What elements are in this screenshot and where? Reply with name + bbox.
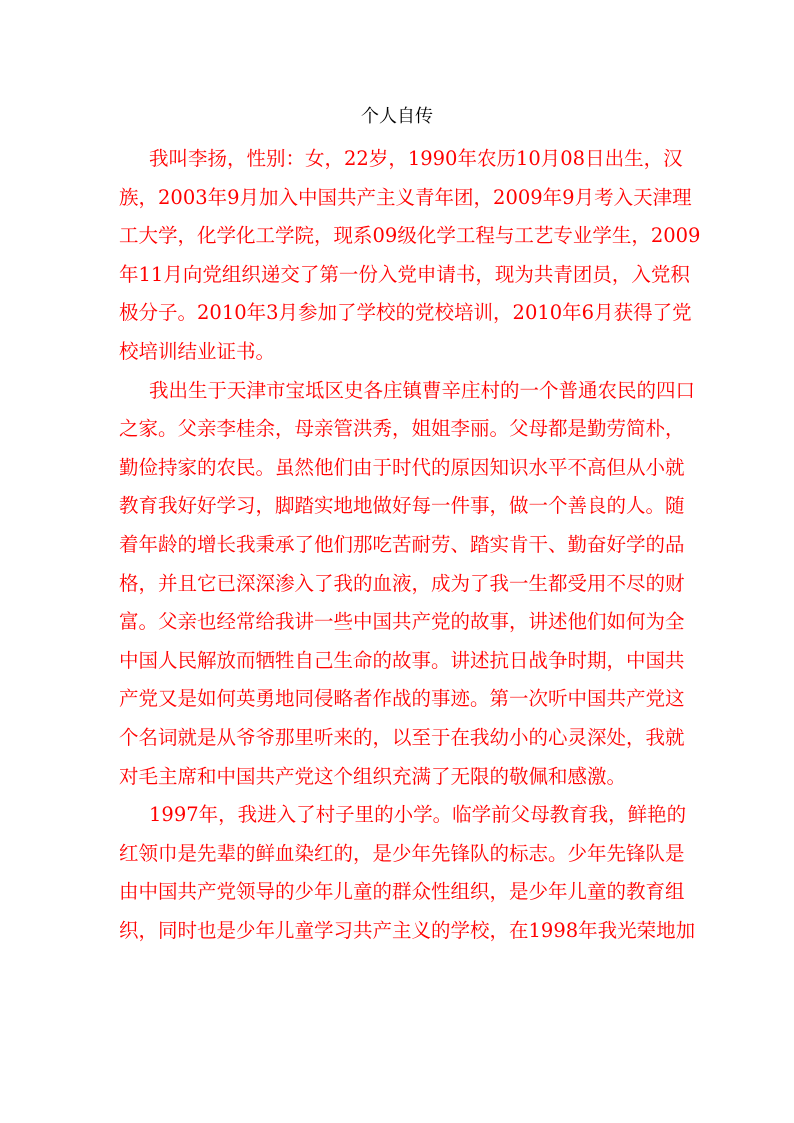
text-line: 校培训结业证书。 [119, 339, 276, 363]
text-line: 工大学，化学化工学院，现系09级化学工程与工艺专业学生，2009 [119, 224, 701, 248]
text-line: 年11月向党组织递交了第一份入党申请书，现为共青团员，入党积 [119, 262, 690, 286]
text-line: 中国人民解放而牺牲自己生命的故事。讲述抗日战争时期，中国共 [119, 648, 685, 672]
text-line: 族，2003年9月加入中国共产主义青年团，2009年9月考入天津理 [119, 185, 692, 209]
text-line: 教育我好好学习，脚踏实地地做好每一件事，做一个善良的人。随 [119, 494, 685, 518]
text-line: 对毛主席和中国共产党这个组织充满了无限的敬佩和感激。 [119, 764, 627, 788]
text-line: 格，并且它已深深渗入了我的血液，成为了我一生都受用不尽的财 [119, 571, 685, 595]
document-title: 个人自传 [361, 106, 433, 127]
text-line: 勤俭持家的农民。虽然他们由于时代的原因知识水平不高但从小就 [119, 455, 685, 479]
text-line: 富。父亲也经常给我讲一些中国共产党的故事，讲述他们如何为全 [119, 610, 685, 634]
text-line: 着年龄的增长我秉承了他们那吃苦耐劳、踏实肯干、勤奋好学的品 [119, 532, 685, 556]
text-line: 我叫李扬，性别：女，22岁，1990年农历10月08日出生，汉 [149, 147, 683, 170]
paragraph-1 [119, 140, 701, 372]
text-line: 织，同时也是少年儿童学习共产主义的学校，在1998年我光荣地加 [119, 918, 696, 942]
document-body [119, 140, 701, 950]
text-line: 个名词就是从爷爷那里听来的，以至于在我幼小的心灵深处，我就 [119, 725, 685, 749]
text-line: 1997年，我进入了村子里的小学。临学前父母教育我，鲜艳的 [149, 803, 687, 827]
text-line: 红领巾是先辈的鲜血染红的，是少年先锋队的标志。少年先锋队是 [119, 841, 685, 865]
text-line: 我出生于天津市宝坻区史各庄镇曹辛庄村的一个普通农民的四口 [149, 378, 696, 402]
paragraph-3 [119, 796, 696, 950]
paragraph-2 [119, 372, 696, 797]
text-line: 之家。父亲李桂余，母亲管洪秀，姐姐李丽。父母都是勤劳简朴， [119, 417, 685, 441]
text-line: 由中国共产党领导的少年儿童的群众性组织，是少年儿童的教育组 [119, 880, 685, 904]
text-line: 极分子。2010年3月参加了学校的党校培训，2010年6月获得了党 [119, 301, 692, 325]
text-line: 产党又是如何英勇地同侵略者作战的事迹。第一次听中国共产党这 [119, 687, 685, 711]
